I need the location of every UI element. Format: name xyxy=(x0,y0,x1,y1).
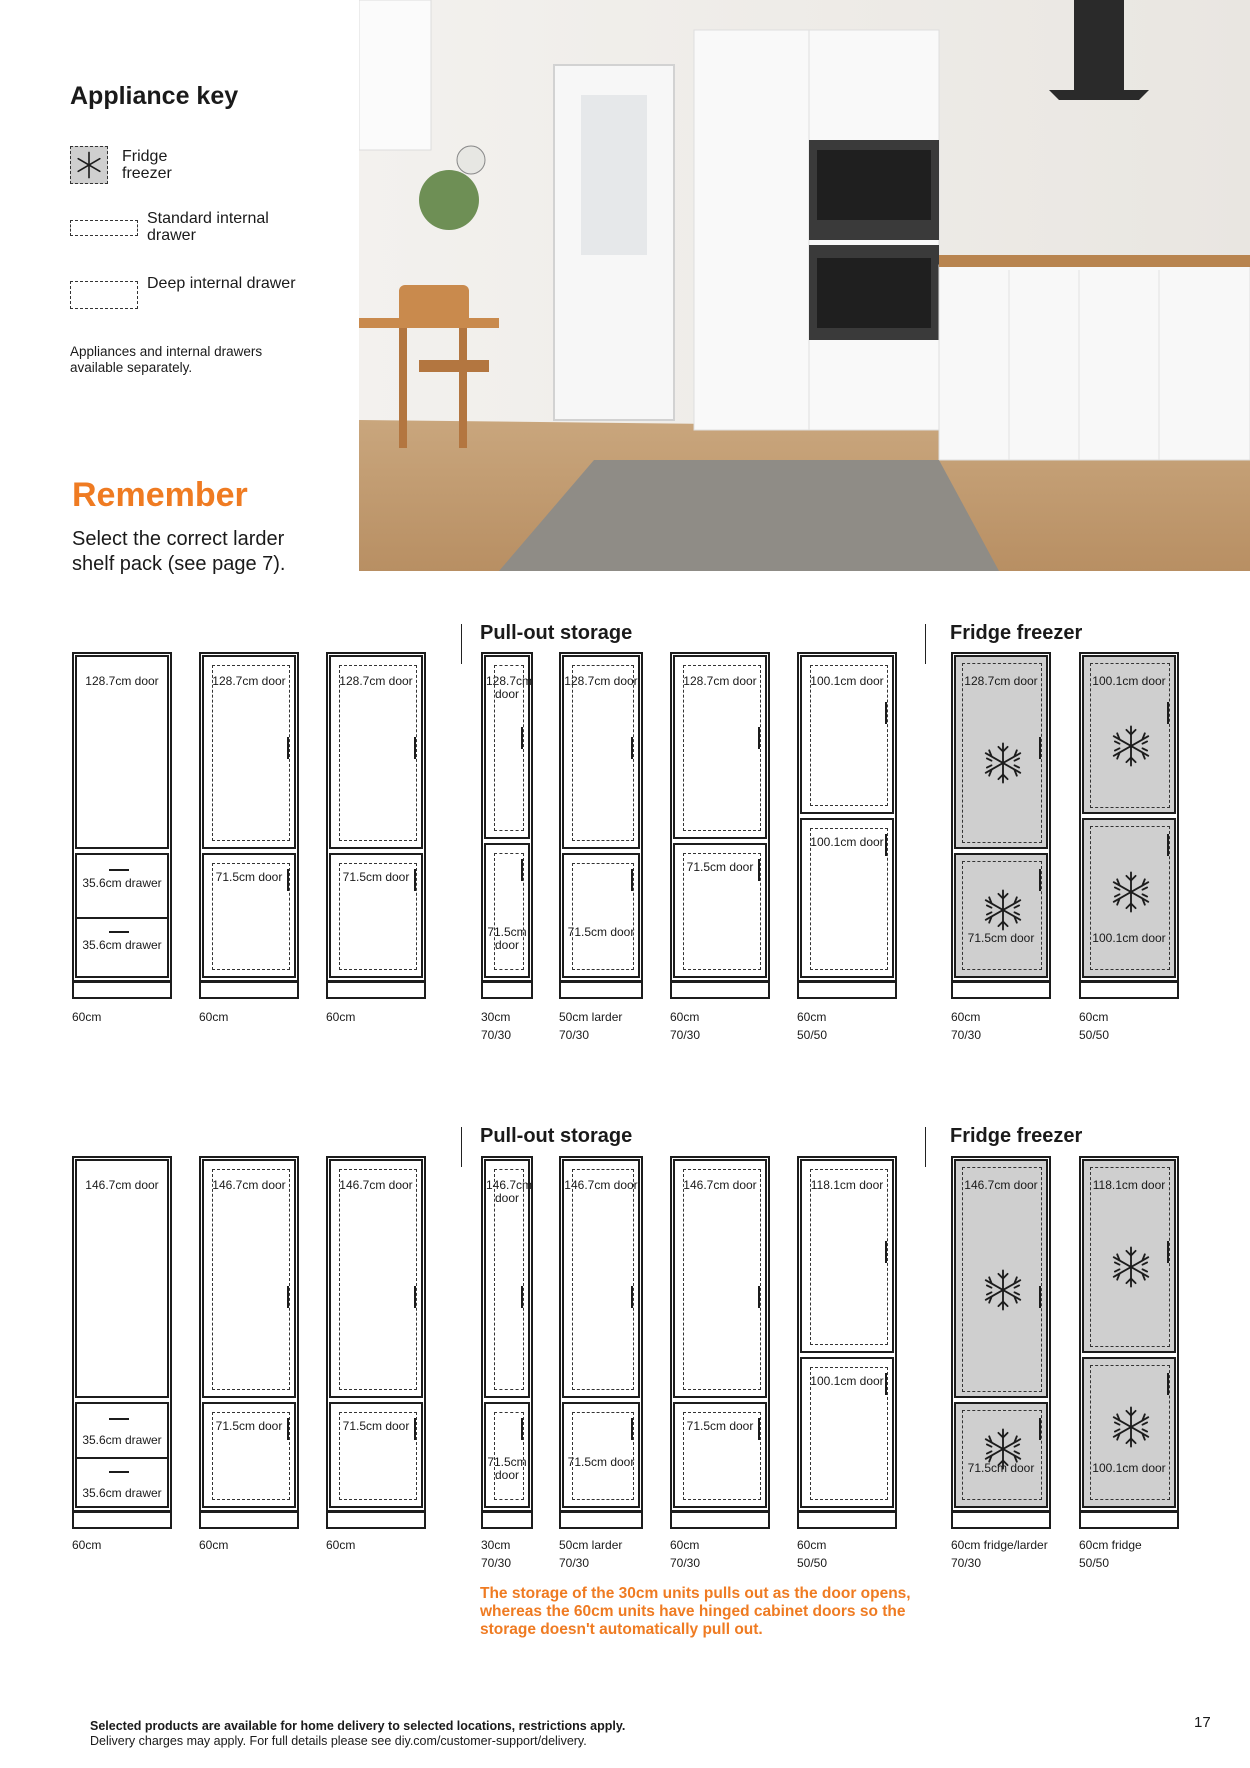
door-handle-icon[interactable] xyxy=(1167,834,1169,856)
door-handle-icon[interactable] xyxy=(1039,1286,1041,1308)
unit-spec-line: 70/30 xyxy=(559,1028,590,1042)
door-size-label: 71.5cm door xyxy=(487,1455,527,1482)
cabinet-bottom-door xyxy=(1082,1357,1176,1508)
cabinet-unit xyxy=(1079,652,1179,1000)
cabinet-top-door xyxy=(75,655,169,849)
cabinet-unit xyxy=(559,1156,643,1530)
door-size-label: 71.5cm door xyxy=(342,1419,410,1433)
cabinet-plinth xyxy=(199,981,299,999)
cabinet-unit xyxy=(559,652,643,1000)
unit-spec-line: 50/50 xyxy=(1079,1028,1110,1042)
drawer-handle-icon[interactable] xyxy=(109,931,129,933)
cabinet-bottom-door xyxy=(673,1402,767,1508)
unit-width-label xyxy=(326,1536,446,1554)
unit-width-label xyxy=(670,1008,790,1044)
cabinet-plinth xyxy=(797,1511,897,1529)
snowflake-icon xyxy=(71,147,107,183)
door-handle-icon[interactable] xyxy=(287,737,289,759)
cabinet-plinth xyxy=(951,1511,1051,1529)
door-handle-icon[interactable] xyxy=(758,727,760,749)
cabinet-plinth xyxy=(1079,981,1179,999)
unit-spec-line: 60cm xyxy=(199,1010,229,1024)
cabinet-plinth xyxy=(326,1511,426,1529)
door-size-label: 71.5cm door xyxy=(215,1419,283,1433)
cabinet-bottom-door xyxy=(329,1402,423,1508)
cabinet-unit xyxy=(326,652,426,1000)
door-handle-icon[interactable] xyxy=(287,1286,289,1308)
cabinet-unit xyxy=(72,652,172,1000)
cabinet-bottom-door xyxy=(202,853,296,978)
standard-drawer-swatch xyxy=(70,220,138,236)
footer-line-2: Delivery charges may apply. For full details please see diy.com/customer-support/delivery. xyxy=(90,1734,587,1748)
cabinet-bottom-door xyxy=(562,853,640,978)
unit-width-label xyxy=(72,1536,192,1554)
internal-storage-outline xyxy=(339,1412,417,1500)
cabinet-bottom-door xyxy=(954,1402,1048,1508)
internal-storage-outline xyxy=(810,665,888,806)
internal-storage-outline xyxy=(572,665,634,841)
cabinet-top-door xyxy=(75,1159,169,1398)
cabinet-bottom-door xyxy=(75,853,169,978)
cabinet-top-door xyxy=(202,655,296,849)
drawer-handle-icon[interactable] xyxy=(109,869,129,871)
cabinet-unit xyxy=(797,652,897,1000)
door-size-label: 128.7cm door xyxy=(85,674,159,688)
page-number: 17 xyxy=(1194,1714,1211,1731)
cabinet-unit xyxy=(199,652,299,1000)
unit-width-label xyxy=(199,1008,319,1026)
cabinet-top-door xyxy=(800,1159,894,1353)
door-handle-icon[interactable] xyxy=(1039,869,1041,891)
cabinet-plinth xyxy=(559,1511,643,1529)
unit-width-label xyxy=(1079,1008,1199,1044)
unit-spec-line: 50/50 xyxy=(797,1556,828,1570)
internal-storage-outline xyxy=(683,1412,761,1500)
unit-width-label xyxy=(797,1536,917,1572)
door-size-label: 128.7cm door xyxy=(212,674,286,688)
section-divider xyxy=(461,624,462,664)
door-size-label: 100.1cm door xyxy=(1092,931,1166,945)
internal-storage-outline xyxy=(683,665,761,831)
unit-width-label xyxy=(559,1536,679,1572)
door-size-label: 128.7cm door xyxy=(339,674,413,688)
door-handle-icon[interactable] xyxy=(1167,1373,1169,1395)
unit-spec-line: 70/30 xyxy=(951,1556,982,1570)
cabinet-top-door xyxy=(202,1159,296,1398)
unit-width-label xyxy=(797,1008,917,1044)
door-handle-icon[interactable] xyxy=(631,869,633,891)
cabinet-bottom-door xyxy=(484,1402,530,1508)
unit-width-label xyxy=(951,1536,1071,1572)
door-size-label: 128.7cm door xyxy=(486,674,533,701)
unit-spec-line: 50/50 xyxy=(1079,1556,1110,1570)
cabinet-bottom-door xyxy=(75,1402,169,1508)
cabinet-bottom-door xyxy=(484,843,530,978)
door-handle-icon[interactable] xyxy=(1039,1418,1041,1440)
cabinet-unit xyxy=(951,1156,1051,1530)
internal-storage-outline xyxy=(339,863,417,970)
unit-spec-line: 60cm xyxy=(951,1010,981,1024)
door-handle-icon[interactable] xyxy=(521,1418,523,1440)
door-handle-icon[interactable] xyxy=(1039,737,1041,759)
door-size-label: 128.7cm door xyxy=(564,674,638,688)
footer xyxy=(90,1719,625,1749)
cabinet-unit xyxy=(670,1156,770,1530)
unit-spec-line: 70/30 xyxy=(481,1556,512,1570)
door-size-label: 71.5cm door xyxy=(567,1455,635,1469)
door-handle-icon[interactable] xyxy=(885,702,887,724)
unit-spec-line: 70/30 xyxy=(670,1028,701,1042)
cabinet-plinth xyxy=(670,981,770,999)
internal-storage-outline xyxy=(494,1412,524,1500)
internal-storage-outline xyxy=(683,853,761,970)
fridge-freezer-heading-1: Fridge freezer xyxy=(950,622,1083,644)
cabinet-unit xyxy=(797,1156,897,1530)
door-handle-icon[interactable] xyxy=(631,737,633,759)
door-size-label: 100.1cm door xyxy=(810,1374,884,1388)
unit-spec-line: 60cm fridge/larder xyxy=(951,1538,1048,1552)
door-size-label: 146.7cm door xyxy=(964,1178,1038,1192)
section-divider xyxy=(925,1127,926,1167)
fridge-freezer-heading-2: Fridge freezer xyxy=(950,1125,1083,1147)
cabinet-top-door xyxy=(562,1159,640,1398)
drawer-divider xyxy=(77,917,167,919)
cabinet-plinth xyxy=(199,1511,299,1529)
drawer-size-label: 35.6cm drawer xyxy=(82,1486,162,1500)
fridge-freezer-swatch xyxy=(70,146,108,184)
internal-storage-outline xyxy=(572,1412,634,1500)
cabinet-plinth xyxy=(72,981,172,999)
cabinet-top-door xyxy=(562,655,640,849)
key-deep-drawer-label: Deep internal drawer xyxy=(147,275,296,292)
cabinet-unit xyxy=(199,1156,299,1530)
unit-spec-line: 60cm xyxy=(670,1010,700,1024)
cabinet-plinth xyxy=(481,1511,533,1529)
unit-spec-line: 70/30 xyxy=(670,1556,701,1570)
snowflake-icon xyxy=(980,1267,1026,1313)
internal-storage-outline xyxy=(683,1169,761,1390)
internal-storage-outline xyxy=(572,863,634,970)
cabinet-plinth xyxy=(1079,1511,1179,1529)
door-handle-icon[interactable] xyxy=(521,859,523,881)
cabinet-bottom-door xyxy=(562,1402,640,1508)
internal-storage-outline xyxy=(494,665,524,831)
cabinet-bottom-door xyxy=(202,1402,296,1508)
door-size-label: 71.5cm door xyxy=(487,925,527,952)
door-size-label: 100.1cm door xyxy=(1092,674,1166,688)
snowflake-icon xyxy=(980,740,1026,786)
cabinet-unit xyxy=(670,652,770,1000)
cabinet-unit xyxy=(951,652,1051,1000)
unit-width-label xyxy=(1079,1536,1199,1572)
drawer-divider xyxy=(77,1457,167,1459)
cabinet-top-door xyxy=(673,655,767,839)
door-size-label: 146.7cm door xyxy=(564,1178,638,1192)
unit-spec-line: 50cm larder xyxy=(559,1010,623,1024)
unit-width-label xyxy=(72,1008,192,1026)
cabinet-bottom-door xyxy=(329,853,423,978)
door-handle-icon[interactable] xyxy=(1167,702,1169,724)
door-size-label: 146.7cm door xyxy=(339,1178,413,1192)
cabinet-plinth xyxy=(326,981,426,999)
door-size-label: 100.1cm door xyxy=(1092,1461,1166,1475)
key-fridge-freezer-label: Fridge freezer xyxy=(122,148,172,182)
cabinet-bottom-door xyxy=(800,818,894,978)
unit-spec-line: 50/50 xyxy=(797,1028,828,1042)
cabinet-unit xyxy=(481,652,533,1000)
unit-spec-line: 30cm xyxy=(481,1538,511,1552)
footer-line-1: Selected products are available for home delivery to selected locations, restrictions apply. xyxy=(90,1719,626,1733)
kitchen-photo xyxy=(359,0,1250,571)
cabinet-plinth xyxy=(72,1511,172,1529)
door-size-label: 100.1cm door xyxy=(810,835,884,849)
unit-spec-line: 50cm larder xyxy=(559,1538,623,1552)
door-handle-icon[interactable] xyxy=(885,834,887,856)
unit-width-label xyxy=(199,1536,319,1554)
unit-width-label xyxy=(326,1008,446,1026)
cabinet-unit xyxy=(1079,1156,1179,1530)
drawer-handle-icon[interactable] xyxy=(109,1418,129,1420)
key-standard-drawer-label: Standard internal drawer xyxy=(147,210,269,244)
snowflake-icon xyxy=(980,887,1026,933)
remember-body: Select the correct larder shelf pack (see page 7). xyxy=(72,528,286,575)
internal-storage-outline xyxy=(572,1169,634,1390)
internal-storage-outline xyxy=(810,828,888,970)
cabinet-plinth xyxy=(481,981,533,999)
door-handle-icon[interactable] xyxy=(631,1418,633,1440)
internal-storage-outline xyxy=(494,853,524,970)
cabinet-plinth xyxy=(559,981,643,999)
door-size-label: 128.7cm door xyxy=(683,674,757,688)
internal-storage-outline xyxy=(212,665,290,841)
cabinet-top-door xyxy=(484,1159,533,1398)
door-handle-icon[interactable] xyxy=(885,1373,887,1395)
drawer-size-label: 35.6cm drawer xyxy=(82,1433,162,1447)
drawer-size-label: 35.6cm drawer xyxy=(82,876,162,890)
cabinet-top-door xyxy=(954,655,1048,849)
door-handle-icon[interactable] xyxy=(287,1418,289,1440)
deep-drawer-swatch xyxy=(70,281,138,309)
unit-spec-line: 60cm xyxy=(72,1010,102,1024)
unit-spec-line: 60cm xyxy=(199,1538,229,1552)
door-size-label: 146.7cm door xyxy=(486,1178,533,1205)
section-divider xyxy=(925,624,926,664)
snowflake-icon xyxy=(980,1426,1026,1472)
internal-storage-outline xyxy=(494,1169,524,1390)
cabinet-bottom-door xyxy=(1082,818,1176,978)
cabinet-plinth xyxy=(951,981,1051,999)
unit-spec-line: 30cm xyxy=(481,1010,511,1024)
door-size-label: 71.5cm door xyxy=(967,931,1035,945)
door-size-label: 71.5cm door xyxy=(567,925,635,939)
remember-title: Remember xyxy=(72,476,248,514)
cabinet-bottom-door xyxy=(954,853,1048,978)
cabinet-top-door xyxy=(484,655,533,839)
door-size-label: 146.7cm door xyxy=(212,1178,286,1192)
unit-spec-line: 70/30 xyxy=(951,1028,982,1042)
internal-storage-outline xyxy=(212,863,290,970)
cabinet-plinth xyxy=(797,981,897,999)
unit-spec-line: 70/30 xyxy=(559,1556,590,1570)
pull-out-storage-heading-1: Pull-out storage xyxy=(480,622,633,644)
cabinet-top-door xyxy=(329,1159,423,1398)
cabinet-unit xyxy=(72,1156,172,1530)
door-handle-icon[interactable] xyxy=(414,737,416,759)
door-handle-icon[interactable] xyxy=(414,1286,416,1308)
cabinet-bottom-door xyxy=(673,843,767,978)
internal-storage-outline xyxy=(212,1412,290,1500)
cabinet-top-door xyxy=(329,655,423,849)
door-handle-icon[interactable] xyxy=(758,1286,760,1308)
unit-spec-line: 60cm xyxy=(797,1010,827,1024)
snowflake-icon xyxy=(1108,869,1154,915)
unit-width-label xyxy=(951,1008,1071,1044)
door-size-label: 71.5cm door xyxy=(686,1419,754,1433)
door-handle-icon[interactable] xyxy=(287,869,289,891)
cabinet-top-door xyxy=(673,1159,767,1398)
cabinet-top-door xyxy=(800,655,894,814)
cabinet-unit xyxy=(481,1156,533,1530)
internal-storage-outline xyxy=(810,1367,888,1500)
door-size-label: 71.5cm door xyxy=(967,1461,1035,1475)
pull-out-storage-heading-2: Pull-out storage xyxy=(480,1125,633,1147)
internal-storage-outline xyxy=(339,665,417,841)
availability-note: Appliances and internal drawers available separately. xyxy=(70,344,263,375)
cabinet-unit xyxy=(326,1156,426,1530)
cabinet-top-door xyxy=(954,1159,1048,1398)
unit-spec-line: 60cm fridge xyxy=(1079,1538,1142,1552)
door-handle-icon[interactable] xyxy=(521,727,523,749)
door-size-label: 71.5cm door xyxy=(215,870,283,884)
appliance-key-title: Appliance key xyxy=(70,82,239,110)
door-size-label: 71.5cm door xyxy=(342,870,410,884)
unit-spec-line: 60cm xyxy=(72,1538,102,1552)
door-handle-icon[interactable] xyxy=(414,1418,416,1440)
kitchen-illustration xyxy=(359,0,1250,571)
unit-spec-line: 60cm xyxy=(1079,1010,1109,1024)
snowflake-icon xyxy=(1108,1244,1154,1290)
drawer-handle-icon[interactable] xyxy=(109,1471,129,1473)
unit-spec-line: 60cm xyxy=(326,1010,356,1024)
unit-width-label xyxy=(670,1536,790,1572)
door-handle-icon[interactable] xyxy=(758,1418,760,1440)
unit-width-label xyxy=(559,1008,679,1044)
door-size-label: 146.7cm door xyxy=(683,1178,757,1192)
door-handle-icon[interactable] xyxy=(885,1241,887,1263)
door-size-label: 128.7cm door xyxy=(964,674,1038,688)
section-divider xyxy=(461,1127,462,1167)
door-size-label: 100.1cm door xyxy=(810,674,884,688)
unit-spec-line: 60cm xyxy=(670,1538,700,1552)
pull-out-note: The storage of the 30cm units pulls out as the door opens, whereas the 60cm units have hinged cabinet doors so the storage doesn't automatically pull out. xyxy=(480,1585,911,1638)
door-size-label: 146.7cm door xyxy=(85,1178,159,1192)
door-size-label: 118.1cm door xyxy=(1092,1178,1166,1192)
cabinet-bottom-door xyxy=(800,1357,894,1508)
internal-storage-outline xyxy=(212,1169,290,1390)
door-handle-icon[interactable] xyxy=(1167,1241,1169,1263)
door-size-label: 71.5cm door xyxy=(686,860,754,874)
snowflake-icon xyxy=(1108,723,1154,769)
door-handle-icon[interactable] xyxy=(414,869,416,891)
unit-spec-line: 60cm xyxy=(326,1538,356,1552)
snowflake-icon xyxy=(1108,1404,1154,1450)
door-handle-icon[interactable] xyxy=(758,859,760,881)
door-handle-icon[interactable] xyxy=(631,1286,633,1308)
cabinet-top-door xyxy=(1082,655,1176,814)
cabinet-top-door xyxy=(1082,1159,1176,1353)
unit-spec-line: 70/30 xyxy=(481,1028,512,1042)
internal-storage-outline xyxy=(810,1169,888,1345)
unit-spec-line: 60cm xyxy=(797,1538,827,1552)
cabinet-plinth xyxy=(670,1511,770,1529)
drawer-size-label: 35.6cm drawer xyxy=(82,938,162,952)
door-handle-icon[interactable] xyxy=(521,1286,523,1308)
door-size-label: 118.1cm door xyxy=(810,1178,884,1192)
internal-storage-outline xyxy=(339,1169,417,1390)
